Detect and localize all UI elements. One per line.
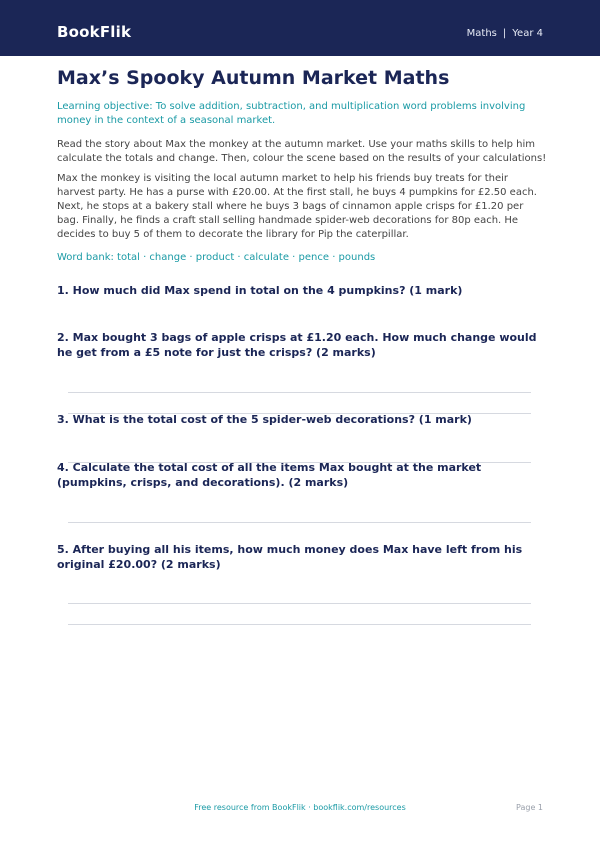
- question-1: 1. How much did Max spend in total on the 4 pumpkins? (1 mark): [57, 284, 463, 297]
- intro-paragraph: Read the story about Max the monkey at the autumn market. Use your maths skills to help him calculate the totals and change. Then, colour the scene based on the results of your calculations!: [57, 139, 547, 164]
- answer-line[interactable]: [68, 603, 531, 604]
- footer-link[interactable]: Free resource from BookFlik · bookflik.com/resources: [194, 803, 406, 812]
- answer-line[interactable]: [68, 522, 531, 523]
- year-label: Year 4: [512, 28, 543, 39]
- subject-label: Maths: [466, 28, 497, 39]
- answer-line[interactable]: [68, 392, 531, 393]
- question-2: 2. Max bought 3 bags of apple crisps at £1.20 each. How much change would he get from a £5 note for just the crisps? (2 marks): [57, 331, 537, 359]
- word-bank: Word bank: total · change · product · calculate · pence · pounds: [57, 252, 376, 263]
- meta-separator: |: [502, 28, 507, 39]
- question-5: 5. After buying all his items, how much money does Max have left from his original £20.00? (2 marks): [57, 543, 523, 571]
- answer-line[interactable]: [68, 624, 531, 625]
- learning-objective: Learning objective: To solve addition, subtraction, and multiplication word problems involving money in the context of a seasonal market.: [57, 101, 526, 126]
- brand-logo[interactable]: BookFlik: [57, 23, 132, 41]
- worksheet-title: Max’s Spooky Autumn Market Maths: [57, 67, 450, 89]
- page-number: Page 1: [516, 803, 543, 812]
- question-4: 4. Calculate the total cost of all the items Max bought at the market (pumpkins, crisps, and decorations). (2 marks): [57, 461, 482, 489]
- story-paragraph: Max the monkey is visiting the local autumn market to help his friends buy treats for their harvest party. He has a purse with £20.00. At the first stall, he buys 4 pumpkins for £2.50 each. Next, he stops at a bakery stall where he buys 3 bags of cinnamon apple crisps for £1.20 per bag. Finally, he finds a craft stall selling handmade spider-web decorations for 80p each. He decides to buy 5 of them to decorate the library for Pip the caterpillar.: [57, 173, 537, 240]
- subject-year: [467, 27, 543, 41]
- header-bar: [0, 0, 600, 56]
- question-3: 3. What is the total cost of the 5 spider-web decorations? (1 mark): [57, 413, 472, 426]
